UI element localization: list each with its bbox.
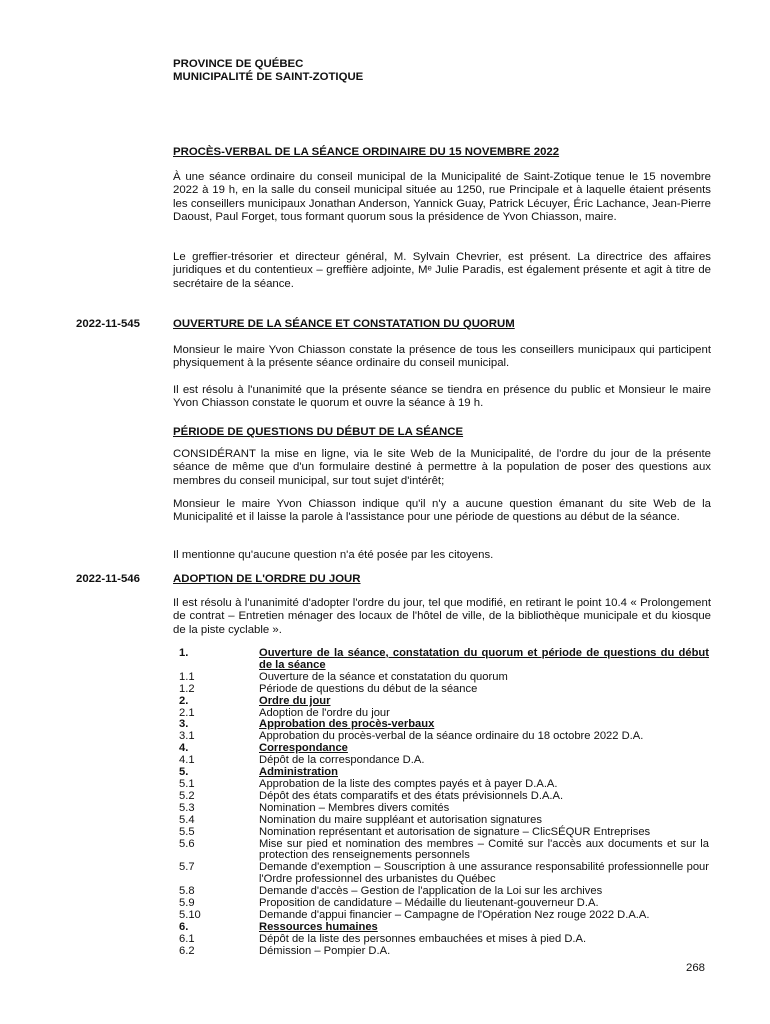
- questions-heading: PÉRIODE DE QUESTIONS DU DÉBUT DE LA SÉANCE: [173, 426, 464, 438]
- agenda-item-number: 5.7: [179, 861, 195, 874]
- agenda-item-number: 5.6: [179, 837, 195, 850]
- agenda-item-number: 1.1: [179, 670, 195, 683]
- municipality-label: MUNICIPALITÉ DE SAINT-ZOTIQUE: [173, 71, 364, 83]
- resolution-heading-546: ADOPTION DE L'ORDRE DU JOUR: [173, 573, 361, 585]
- resolution-number-545: 2022-11-545: [76, 318, 140, 330]
- agenda-item: [179, 946, 709, 958]
- agenda-item: [179, 815, 709, 827]
- agenda-item-number: 1.: [179, 647, 189, 659]
- agenda-list: [179, 648, 709, 958]
- agenda-item-text: Approbation des procès-verbaux: [259, 718, 435, 731]
- agenda-item-text: Nomination du maire suppléant et autorisation signatures: [259, 813, 542, 826]
- document-header: [173, 58, 363, 84]
- agenda-item-text: Nomination représentant et autorisation de signature – ClicSÉQUR Entreprises: [259, 825, 651, 838]
- agenda-item-text: Correspondance: [259, 742, 348, 755]
- province-label: PROVINCE DE QUÉBEC: [173, 58, 304, 70]
- resolution-heading-545: OUVERTURE DE LA SÉANCE ET CONSTATATION DU QUORUM: [173, 318, 515, 330]
- agenda-item-number: 3.1: [179, 730, 195, 743]
- agenda-item-number: 3.: [179, 718, 189, 731]
- agenda-item-text: Ouverture de la séance et constatation du quorum: [259, 670, 508, 683]
- agenda-item-text: Période de questions du début de la séance: [259, 682, 478, 695]
- agenda-item-text: Demande d'exemption – Souscription à une assurance responsabilité professionnelle pour l'Ordre professionnel des urbanistes du Québec: [259, 861, 709, 886]
- agenda-item: [179, 922, 709, 934]
- agenda-item-text: Administration: [259, 766, 338, 779]
- agenda-item-number: 6.1: [179, 932, 195, 945]
- resolution-545-paragraph-1: Monsieur le maire Yvon Chiasson constate la présence de tous les conseillers municipaux qui participent physiquement à la présente séance ordinaire du conseil municipal.: [173, 344, 711, 370]
- questions-paragraph-2: Monsieur le maire Yvon Chiasson indique qu'il n'y a aucune question émanant du site Web de la Municipalité et il laisse la parole à l'assistance pour une période de questions au début de la séance.: [173, 498, 711, 524]
- agenda-item: [179, 672, 709, 684]
- agenda-item-text: Demande d'accès – Gestion de l'application de la Loi sur les archives: [259, 885, 603, 898]
- agenda-item-number: 2.1: [179, 706, 195, 719]
- agenda-item-text: Ouverture de la séance, constatation du quorum et période de questions du début de la séance: [259, 647, 709, 671]
- agenda-item: [179, 648, 709, 672]
- page-number: 268: [686, 962, 706, 974]
- agenda-item-text: Dépôt des états comparatifs et des états prévisionnels D.A.A.: [259, 789, 564, 802]
- agenda-item: [179, 934, 709, 946]
- agenda-item-number: 5.: [179, 766, 189, 779]
- intro-paragraph-2: Le greffier-trésorier et directeur général, M. Sylvain Chevrier, est présent. La directrice des affaires juridiques et du contentieux – greffière adjointe, Mᵉ Julie Paradis, est également présente et agit à titre de secrétaire de la séance.: [173, 251, 711, 290]
- agenda-item-number: 6.: [179, 920, 189, 933]
- agenda-item-text: Mise sur pied et nomination des membres – Comité sur l'accès aux documents et sur la protection des renseignements personnels: [259, 837, 709, 862]
- agenda-item: [179, 839, 709, 863]
- agenda-item-number: 5.2: [179, 789, 195, 802]
- agenda-item: [179, 684, 709, 696]
- agenda-item-number: 1.2: [179, 682, 195, 695]
- agenda-item-text: Approbation de la liste des comptes payés et à payer D.A.A.: [259, 777, 558, 790]
- agenda-item-number: 2.: [179, 694, 189, 707]
- resolution-546-paragraph-1: Il est résolu à l'unanimité d'adopter l'ordre du jour, tel que modifié, en retirant le point 10.4 « Prolongement de contrat – Entretien ménager des locaux de l'hôtel de ville, de la bibliothèque municipale et du kiosque de la piste cyclable ».: [173, 597, 711, 636]
- agenda-item-text: Adoption de l'ordre du jour: [259, 706, 390, 719]
- agenda-item-text: Proposition de candidature – Médaille du lieutenant-gouverneur D.A.: [259, 897, 599, 910]
- resolution-number-546: 2022-11-546: [76, 573, 140, 585]
- agenda-item-number: 5.10: [179, 908, 201, 921]
- agenda-item-number: 4.: [179, 742, 189, 755]
- questions-paragraph-3: Il mentionne qu'aucune question n'a été posée par les citoyens.: [173, 549, 494, 561]
- agenda-item: [179, 827, 709, 839]
- agenda-item-text: Ordre du jour: [259, 694, 331, 707]
- agenda-item-number: 5.9: [179, 897, 195, 910]
- agenda-item-text: Démission – Pompier D.A.: [259, 944, 391, 957]
- agenda-item-text: Dépôt de la correspondance D.A.: [259, 754, 425, 767]
- agenda-item-text: Dépôt de la liste des personnes embauchées et mises à pied D.A.: [259, 932, 587, 945]
- document-title: PROCÈS-VERBAL DE LA SÉANCE ORDINAIRE DU 15 NOVEMBRE 2022: [173, 146, 560, 158]
- agenda-item-number: 5.5: [179, 825, 195, 838]
- agenda-item-text: Demande d'appui financier – Campagne de l'Opération Nez rouge 2022 D.A.A.: [259, 908, 650, 921]
- agenda-item: [179, 791, 709, 803]
- agenda-item-number: 5.8: [179, 885, 195, 898]
- agenda-item-number: 5.4: [179, 813, 195, 826]
- agenda-item-number: 5.3: [179, 801, 195, 814]
- agenda-item-text: Nomination – Membres divers comités: [259, 801, 450, 814]
- agenda-item: [179, 696, 709, 708]
- agenda-item-text: Approbation du procès-verbal de la séance ordinaire du 18 octobre 2022 D.A.: [259, 730, 644, 743]
- intro-paragraph-1: À une séance ordinaire du conseil municipal de la Municipalité de Saint-Zotique tenue le 15 novembre 2022 à 19 h, en la salle du conseil municipal située au 1250, rue Principale et à laquelle étaient présents les conseillers municipaux Jonathan Anderson, Yannick Guay, Patrick Lécuyer, Éric Lachance, Jean-Pierre Daoust, Paul Forget, tous formant quorum sous la présidence de Yvon Chiasson, maire.: [173, 171, 711, 224]
- agenda-item: [179, 803, 709, 815]
- agenda-item-number: 4.1: [179, 754, 195, 767]
- agenda-item-number: 5.1: [179, 777, 195, 790]
- questions-paragraph-1: CONSIDÉRANT la mise en ligne, via le site Web de la Municipalité, de l'ordre du jour de la présente séance de même que d'un formulaire destiné à permettre à la population de poser des questions aux membres du conseil municipal, sur tout sujet d'intérêt;: [173, 448, 711, 487]
- agenda-item-text: Ressources humaines: [259, 920, 378, 933]
- resolution-545-paragraph-2: Il est résolu à l'unanimité que la présente séance se tiendra en présence du public et Monsieur le maire Yvon Chiasson constate le quorum et ouvre la séance à 19 h.: [173, 384, 711, 410]
- agenda-item-number: 6.2: [179, 944, 195, 957]
- agenda-item: [179, 862, 709, 886]
